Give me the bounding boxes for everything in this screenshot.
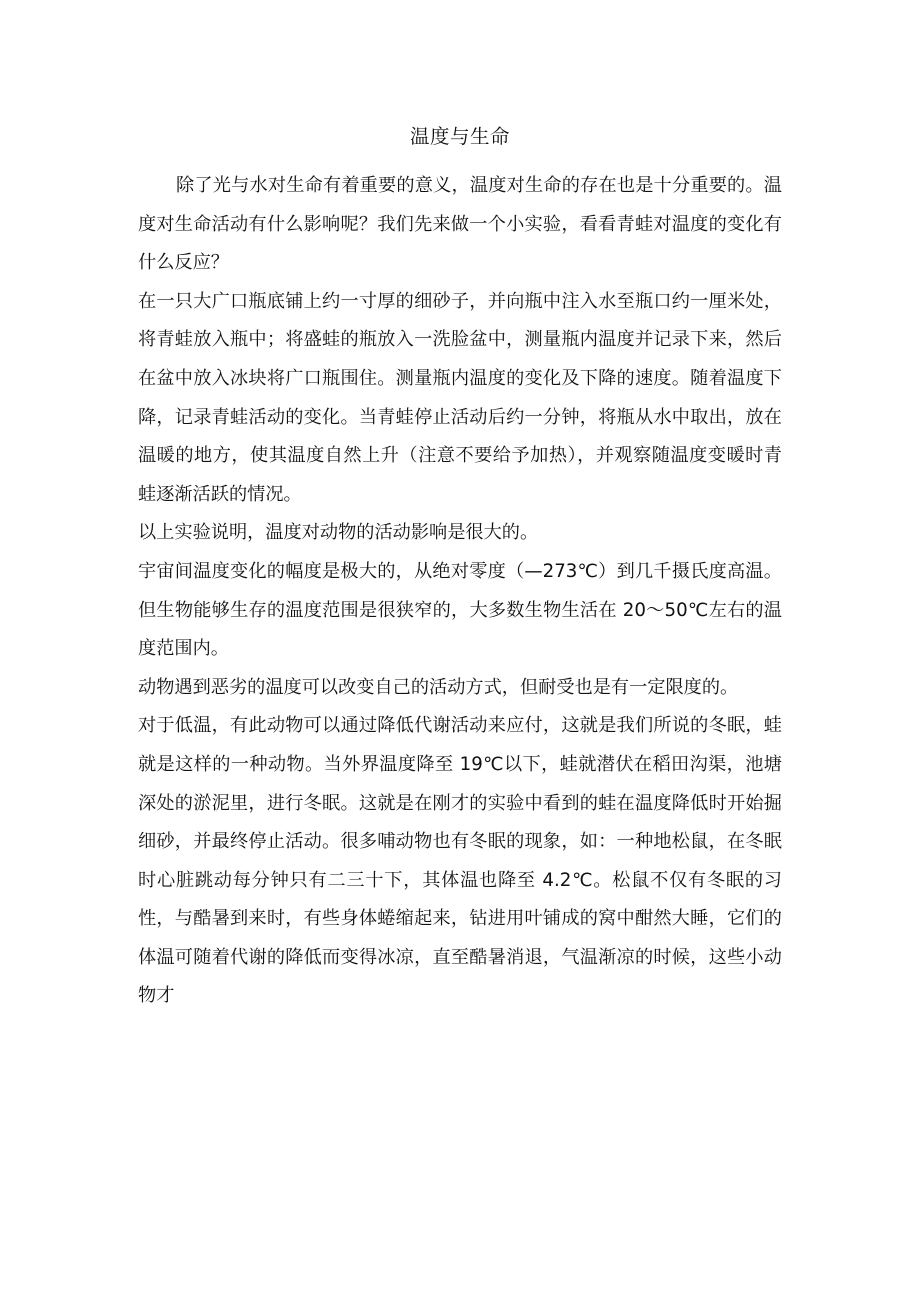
paragraph-temperature-range: 宇宙间温度变化的幅度是极大的，从绝对零度（—273℃）到几千摄氏度高温。但生物能够生存的温度范围是很狭窄的，大多数生物生活在 20～50℃左右的温度范围内。 — [138, 560, 782, 660]
paragraph-intro: 除了光与水对生命有着重要的意义，温度对生命的存在也是十分重要的。温度对生命活动有什么影响呢？我们先来做一个小实验，看看青蛙对温度的变化有什么反应？ — [138, 175, 782, 274]
document-title: 温度与生命 — [409, 125, 510, 148]
paragraph-adaptation: 动物遇到恶劣的温度可以改变自己的活动方式，但耐受也是有一定限度的。 — [138, 676, 739, 698]
paragraph-hibernation: 对于低温，有此动物可以通过降低代谢活动来应付，这就是我们所说的冬眠，蛙就是这样的一种动物。当外界温度降至 19℃以下，蛙就潜伏在稻田沟渠，池塘深处的淤泥里，进行冬眠。这就是在刚才的实验中看到的蛙在温度降低时开始掘细砂，并最终停止活动。很多哺动物也有冬眠的现象，如：一种地松鼠，在冬眠时心脏跳动每分钟只有二三十下，其体温也降至 4.2℃。松鼠不仅有冬眠的习性，与酷暑到来时，有些身体蜷缩起来，钻进用叶铺成的窝中酣然大睡，它们的体温可随着代谢的降低而变得冰凉，直至酷暑消退，气温渐凉的时候，这些小动物才 — [138, 715, 782, 1007]
paragraph-conclusion: 以上实验说明，温度对动物的活动影响是很大的。 — [138, 522, 539, 544]
document-body — [138, 167, 782, 1016]
paragraph-experiment: 在一只大广口瓶底铺上约一寸厚的细砂子，并向瓶中注入水至瓶口约一厘米处，将青蛙放入瓶中；将盛蛙的瓶放入一洗脸盆中，测量瓶内温度并记录下来，然后在盆中放入冰块将广口瓶围住。测量瓶内温度的变化及下降的速度。随着温度下降，记录青蛙活动的变化。当青蛙停止活动后约一分钟，将瓶从水中取出，放在温暖的地方，使其温度自然上升（注意不要给予加热），并观察随温度变暖时青蛙逐渐活跃的情况。 — [138, 290, 782, 505]
